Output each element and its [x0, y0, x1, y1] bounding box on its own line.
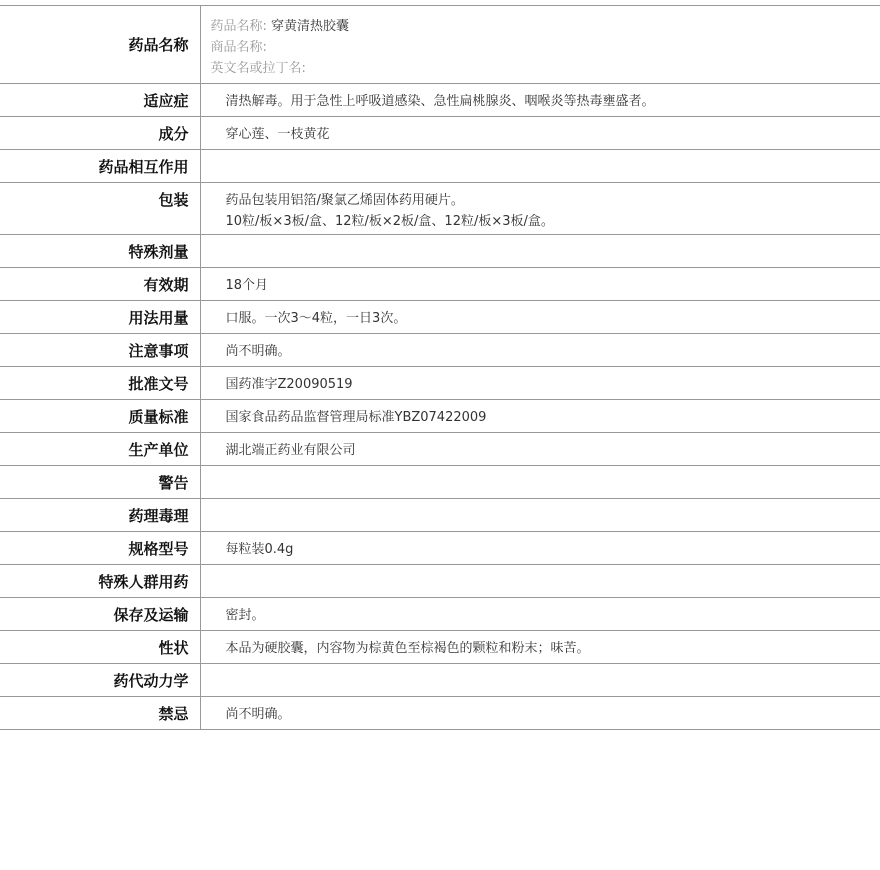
table-row-drug-name [0, 6, 880, 84]
row-label-indications: 适应症 [0, 84, 200, 117]
row-label-quality-standard: 质量标准 [0, 400, 200, 433]
row-label-shelf-life: 有效期 [0, 268, 200, 301]
row-label-ingredients: 成分 [0, 117, 200, 150]
generic-name-key: 药品名称: [210, 19, 267, 34]
row-label-warning: 警告 [0, 466, 200, 499]
row-value-special-populations [200, 565, 880, 598]
table-row-manufacturer [0, 433, 880, 466]
row-label-storage: 保存及运输 [0, 598, 200, 631]
row-label-special-populations: 特殊人群用药 [0, 565, 200, 598]
row-label-packaging: 包装 [0, 183, 200, 235]
latin-name-line [211, 58, 880, 79]
row-value-pharmacology [200, 499, 880, 532]
table-row-special-populations [0, 565, 880, 598]
table-row-ingredients [0, 117, 880, 150]
row-value-approval-number: 国药准字Z20090519 [200, 367, 880, 400]
row-value-specification: 每粒装0.4g [200, 532, 880, 565]
row-value-manufacturer: 湖北端正药业有限公司 [200, 433, 880, 466]
table-row-packaging [0, 183, 880, 235]
row-value-pharmacokinetics [200, 664, 880, 697]
table-row-dosage [0, 301, 880, 334]
table-row-specification [0, 532, 880, 565]
row-value-packaging [200, 183, 880, 235]
row-label-dosage: 用法用量 [0, 301, 200, 334]
drug-name-block [200, 6, 880, 84]
table-row-warning [0, 466, 880, 499]
generic-name-line [211, 16, 880, 37]
row-label-drug-name: 药品名称 [0, 6, 200, 84]
table-row-interactions [0, 150, 880, 183]
row-value-shelf-life: 18个月 [200, 268, 880, 301]
row-label-description: 性状 [0, 631, 200, 664]
table-row-precautions [0, 334, 880, 367]
row-label-approval-number: 批准文号 [0, 367, 200, 400]
row-label-precautions: 注意事项 [0, 334, 200, 367]
row-value-quality-standard: 国家食品药品监督管理局标准YBZ07422009 [200, 400, 880, 433]
row-label-contraindications: 禁忌 [0, 697, 200, 730]
trade-name-line [211, 37, 880, 58]
table-row-approval-number [0, 367, 880, 400]
row-label-specification: 规格型号 [0, 532, 200, 565]
row-value-dosage: 口服。一次3～4粒，一日3次。 [200, 301, 880, 334]
row-label-pharmacokinetics: 药代动力学 [0, 664, 200, 697]
row-value-description: 本品为硬胶囊，内容物为棕黄色至棕褐色的颗粒和粉末；味苦。 [200, 631, 880, 664]
drug-info-table [0, 5, 880, 730]
row-value-warning [200, 466, 880, 499]
trade-name-key: 商品名称: [210, 40, 267, 55]
table-row-pharmacokinetics [0, 664, 880, 697]
packaging-line-1: 药品包装用铝箔/聚氯乙烯固体药用硬片。 [225, 193, 464, 208]
row-label-interactions: 药品相互作用 [0, 150, 200, 183]
table-row-description [0, 631, 880, 664]
row-value-contraindications: 尚不明确。 [200, 697, 880, 730]
row-value-indications: 清热解毒。用于急性上呼吸道感染、急性扁桃腺炎、咽喉炎等热毒壅盛者。 [200, 84, 880, 117]
row-value-ingredients: 穿心莲、一枝黄花 [200, 117, 880, 150]
table-row-storage [0, 598, 880, 631]
packaging-line-2: 10粒/板×3板/盒、12粒/板×2板/盒、12粒/板×3板/盒。 [225, 214, 554, 229]
table-row-indications [0, 84, 880, 117]
table-row-quality-standard [0, 400, 880, 433]
table-row-shelf-life [0, 268, 880, 301]
row-label-special-dosage: 特殊剂量 [0, 235, 200, 268]
row-label-manufacturer: 生产单位 [0, 433, 200, 466]
row-value-precautions: 尚不明确。 [200, 334, 880, 367]
table-row-pharmacology [0, 499, 880, 532]
latin-name-key: 英文名或拉丁名: [210, 61, 306, 76]
row-value-interactions [200, 150, 880, 183]
row-value-storage: 密封。 [200, 598, 880, 631]
row-label-pharmacology: 药理毒理 [0, 499, 200, 532]
table-row-special-dosage [0, 235, 880, 268]
table-row-contraindications [0, 697, 880, 730]
row-value-special-dosage [200, 235, 880, 268]
generic-name-value: 穿黄清热胶囊 [271, 19, 350, 34]
